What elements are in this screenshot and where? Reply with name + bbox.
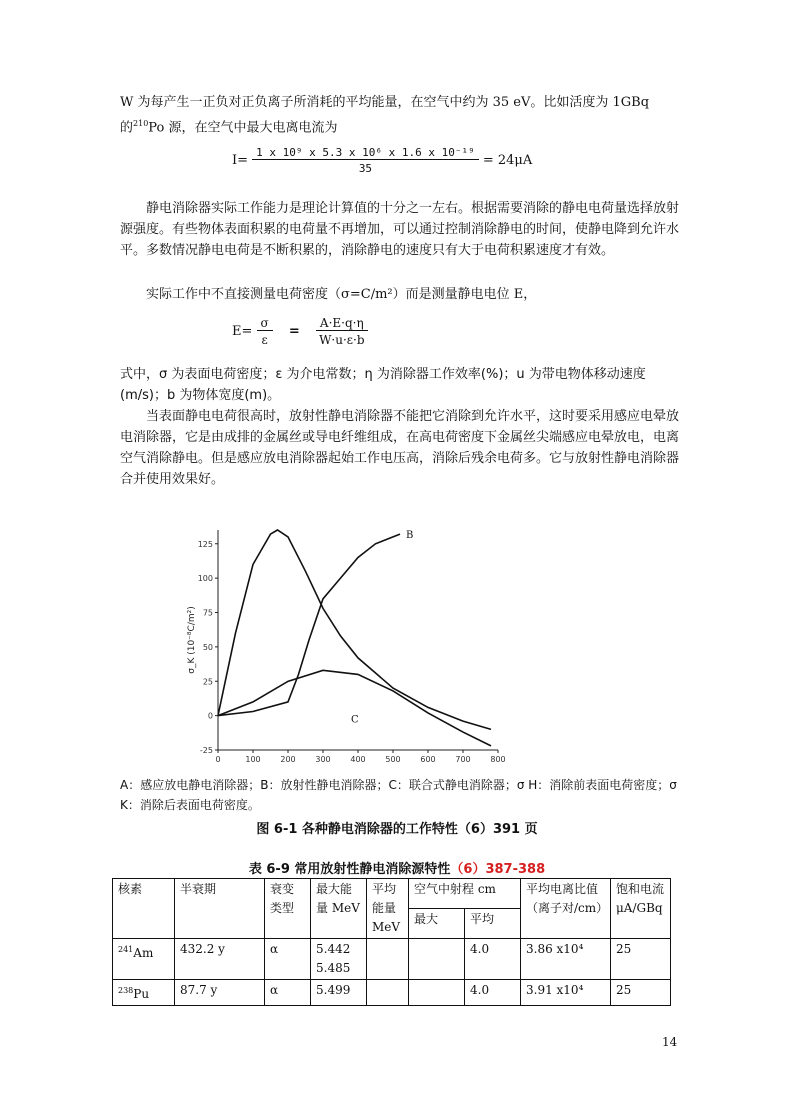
- header-range: 空气中射程 cm: [409, 879, 521, 909]
- header-avg-energy: 平均能量 MeV: [367, 879, 409, 939]
- p1-line1: W 为每产生一正负对正负离子所消耗的平均能量，在空气中约为 35 eV。比如活度为 1GBq: [120, 95, 650, 110]
- x-tick-label: 600: [420, 755, 436, 764]
- formula2-sigma: σ: [257, 316, 273, 331]
- paragraph-3: 实际工作中不直接测量电荷密度（σ=C/m²）而是测量静电电位 E，: [146, 287, 537, 302]
- cell-range-avg: 4.0: [465, 939, 521, 980]
- y-tick-label: 25: [202, 677, 213, 687]
- cell-saturation: 25: [611, 939, 671, 980]
- nuclide-mass: 238: [118, 986, 134, 995]
- y-tick-label: 50: [202, 642, 213, 652]
- x-tick-label: 700: [455, 755, 471, 764]
- cell-avg-energy: [367, 939, 409, 980]
- paragraph-1: [120, 92, 680, 138]
- p1-sup: 210: [133, 119, 149, 128]
- x-tick-label: 500: [385, 755, 401, 764]
- charge-density-chart: [180, 510, 520, 770]
- cell-range-max: [409, 939, 465, 980]
- formula1-lhs: I=: [232, 153, 249, 168]
- formula2-numerator: A·E·q·η: [316, 316, 368, 331]
- series-label-C: C: [351, 714, 359, 726]
- cell-nuclide: [113, 980, 175, 1006]
- x-tick-label: 0: [215, 755, 221, 764]
- cell-ionization: 3.91 x10⁴: [521, 980, 611, 1006]
- figure-title: 图 6-1 各种静电消除器的工作特性（6）391 页: [256, 822, 538, 837]
- p1-line2-pre: 的: [120, 120, 134, 136]
- paragraph-2: 静电消除器实际工作能力是理论计算值的十分之一左右。根据需要消除的静电电荷量选择放射源强度。有些物体表面积累的电荷量不再增加，可以通过控制消除静电的时间，使静电降到允许水平。多数情况静电电荷是不断积累的，消除静电的速度只有大于电荷积累速度才有效。: [120, 201, 680, 258]
- nuclide-symbol: Am: [133, 946, 154, 960]
- cell-max-energy: 5.442 5.485: [311, 939, 367, 980]
- header-range-avg: 平均: [465, 909, 521, 939]
- ionization-current-formula: [232, 146, 532, 175]
- y-tick-label: 0: [207, 711, 213, 721]
- table-title: [0, 858, 794, 877]
- cell-ionization: 3.86 x10⁴: [521, 939, 611, 980]
- formula1-denominator: 35: [358, 162, 373, 175]
- paragraph-4: 式中，σ 为表面电荷密度；ε 为介电常数；η 为消除器工作效率(%)；u 为带电物体移动速度(m/s)；b 为物体宽度(m)。: [120, 367, 646, 403]
- formula1-fraction: [252, 146, 479, 175]
- cell-halflife: 87.7 y: [175, 980, 265, 1006]
- potential-formula: [232, 316, 368, 347]
- series-line-C: [218, 670, 491, 746]
- header-ionization: 平均电离比值（离子对/cm）: [521, 879, 611, 939]
- cell-decay: α: [265, 939, 311, 980]
- cell-max-energy: 5.499: [311, 980, 367, 1006]
- nuclide-mass: 241: [118, 945, 134, 954]
- formula2-equals: =: [288, 324, 300, 339]
- y-axis-label: σ_K (10⁻⁸C/m²): [187, 606, 197, 674]
- x-tick-label: 100: [245, 755, 261, 764]
- x-tick-label: 400: [350, 755, 366, 764]
- series-line-B: [218, 534, 400, 716]
- header-saturation: 饱和电流 μA/GBq: [611, 879, 671, 939]
- formula2-denominator: W·u·ε·b: [319, 333, 365, 347]
- table-title-main: 表 6-9 常用放射性静电消除源特性: [248, 862, 451, 877]
- cell-decay: α: [265, 980, 311, 1006]
- header-nuclide: 核素: [113, 879, 175, 939]
- y-tick-label: 100: [197, 574, 213, 584]
- formula1-numerator: 1 x 10⁹ x 5.3 x 10⁶ x 1.6 x 10⁻¹⁹: [252, 146, 479, 160]
- radioactive-source-table: [112, 878, 671, 1006]
- series-label-B: B: [406, 530, 414, 542]
- x-tick-label: 200: [280, 755, 296, 764]
- table-row: [113, 939, 671, 980]
- figure-legend-caption: A：感应放电静电消除器；B：放射性静电消除器；C：联合式静电消除器；σ H：消除前表面电荷密度；σ K：消除后表面电荷密度。: [120, 778, 677, 812]
- series-line-A: [218, 530, 491, 729]
- header-decay: 衰变类型: [265, 879, 311, 939]
- page-number: 14: [662, 1035, 678, 1049]
- p1-line2-post: Po 源，在空气中最大电离电流为: [148, 120, 338, 136]
- cell-halflife: 432.2 y: [175, 939, 265, 980]
- formula2-sigma-fraction: [257, 316, 273, 347]
- formula1-rhs: = 24μA: [482, 153, 533, 168]
- y-tick-label: -25: [199, 746, 213, 755]
- cell-range-max: [409, 980, 465, 1006]
- table-title-ref: （6）387-388: [450, 862, 546, 877]
- table-row: [113, 980, 671, 1006]
- cell-nuclide: [113, 939, 175, 980]
- cell-avg-energy: [367, 980, 409, 1006]
- formula2-epsilon: ε: [261, 333, 268, 347]
- header-range-max: 最大: [409, 909, 465, 939]
- header-max-energy: 最大能量 MeV: [311, 879, 367, 939]
- formula2-main-fraction: [316, 316, 368, 347]
- formula2-lhs: E=: [232, 324, 253, 339]
- cell-saturation: 25: [611, 980, 671, 1006]
- y-tick-label: 125: [197, 539, 213, 549]
- paragraph-5: 当表面静电电荷很高时，放射性静电消除器不能把它消除到允许水平，这时要采用感应电晕放电消除器，它是由成排的金属丝或导电纤维组成，在高电荷密度下金属丝尖端感应电晕放电，电离空气消除静电。但是感应放电消除器起始工作电压高，消除后残余电荷多。它与放射性静电消除器合并使用效果好。: [120, 409, 680, 487]
- y-tick-label: 75: [202, 608, 213, 618]
- x-tick-label: 300: [315, 755, 331, 764]
- header-halflife: 半衰期: [175, 879, 265, 939]
- table-header-row: [113, 879, 671, 909]
- x-tick-label: 800: [490, 755, 506, 764]
- nuclide-symbol: Pu: [133, 987, 150, 1001]
- cell-range-avg: 4.0: [465, 980, 521, 1006]
